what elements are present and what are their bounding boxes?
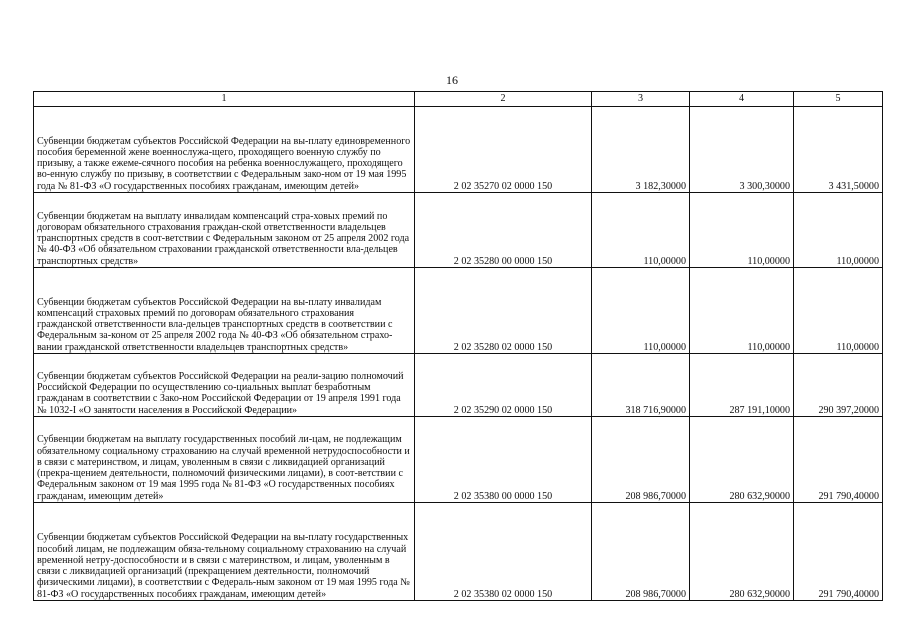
row-code: 2 02 35280 00 0000 150 — [415, 193, 592, 268]
table-row — [34, 268, 883, 354]
row-value-year1: 208 986,70000 — [592, 417, 690, 503]
column-header-4: 4 — [690, 92, 794, 107]
row-code: 2 02 35270 02 0000 150 — [415, 107, 592, 193]
table-row — [34, 107, 883, 193]
row-value-year1: 110,00000 — [592, 193, 690, 268]
row-code: 2 02 35380 00 0000 150 — [415, 417, 592, 503]
column-header-2: 2 — [415, 92, 592, 107]
row-value-year3: 290 397,20000 — [794, 354, 883, 417]
row-value-year1: 318 716,90000 — [592, 354, 690, 417]
row-description: Субвенции бюджетам на выплату государственных пособий ли-цам, не подлежащим обязательному социальному страхованию на случай временной нетрудоспособности и в связи с материнством, и лицам, уволенным в связи с ликвидацией организаций (прекра-щением деятельности, полномочий физическими лицами), в соот-ветствии с Федеральным законом от 19 мая 1995 года № 81-ФЗ «О государственных пособиях гражданам, имеющим детей» — [34, 417, 415, 503]
row-value-year3: 110,00000 — [794, 193, 883, 268]
row-code: 2 02 35380 02 0000 150 — [415, 503, 592, 601]
row-value-year2: 280 632,90000 — [690, 503, 794, 601]
column-header-3: 3 — [592, 92, 690, 107]
table-row — [34, 193, 883, 268]
page-number: 16 — [446, 73, 458, 87]
row-value-year1: 110,00000 — [592, 268, 690, 354]
row-code: 2 02 35280 02 0000 150 — [415, 268, 592, 354]
row-value-year1: 3 182,30000 — [592, 107, 690, 193]
column-header-1: 1 — [34, 92, 415, 107]
budget-table — [33, 91, 883, 601]
row-code: 2 02 35290 02 0000 150 — [415, 354, 592, 417]
table-row — [34, 354, 883, 417]
table-row — [34, 417, 883, 503]
row-description: Субвенции бюджетам субъектов Российской Федерации на вы-плату инвалидам компенсаций страховых премий по договорам обязательного страхования гражданской ответственности вла-дельцев транспортных средств в соответствии с Федеральным за-коном от 25 апреля 2002 года № 40-ФЗ «Об обязательном страхо-вании гражданской ответственности владельцев транспортных средств» — [34, 268, 415, 354]
row-value-year2: 110,00000 — [690, 268, 794, 354]
row-value-year2: 287 191,10000 — [690, 354, 794, 417]
row-value-year3: 3 431,50000 — [794, 107, 883, 193]
column-header-5: 5 — [794, 92, 883, 107]
table-header-row — [34, 92, 883, 107]
row-value-year2: 280 632,90000 — [690, 417, 794, 503]
row-description: Субвенции бюджетам субъектов Российской Федерации на реали-зацию полномочий Российской Федерации по осуществлению со-циальных выплат безработным гражданам в соответствии с Зако-ном Российской Федерации от 19 апреля 1991 года № 1032-I «О занятости населения в Российской Федерации» — [34, 354, 415, 417]
row-value-year3: 291 790,40000 — [794, 417, 883, 503]
row-value-year2: 3 300,30000 — [690, 107, 794, 193]
row-description: Субвенции бюджетам субъектов Российской Федерации на вы-плату государственных пособий лицам, не подлежащим обяза-тельному социальному страхованию на случай временной нетру-доспособности и в связи с материнством, и лицам, уволенным в связи с ликвидацией организаций (прекращением деятельности, полномочий физическими лицами), в соответствии с Федераль-ным законом от 19 мая 1995 года № 81-ФЗ «О государственных пособиях гражданам, имеющим детей» — [34, 503, 415, 601]
row-description: Субвенции бюджетам на выплату инвалидам компенсаций стра-ховых премий по договорам обязательного страхования граждан-ской ответственности владельцев транспортных средств в соот-ветствии с Федеральным законом от 25 апреля 2002 года № 40-ФЗ «Об обязательном страховании гражданской ответственности вла-дельцев транспортных средств» — [34, 193, 415, 268]
row-value-year3: 291 790,40000 — [794, 503, 883, 601]
table-row — [34, 503, 883, 601]
row-description: Субвенции бюджетам субъектов Российской Федерации на вы-плату единовременного пособия беременной жене военнослужа-щего, проходящего военную службу по призыву, а также ежеме-сячного пособия на ребенка военнослужащего, проходящего во-енную службу по призыву, в соответствии с Федеральным зако-ном от 19 мая 1995 года № 81-ФЗ «О государственных пособиях гражданам, имеющим детей» — [34, 107, 415, 193]
row-value-year1: 208 986,70000 — [592, 503, 690, 601]
row-value-year3: 110,00000 — [794, 268, 883, 354]
row-value-year2: 110,00000 — [690, 193, 794, 268]
